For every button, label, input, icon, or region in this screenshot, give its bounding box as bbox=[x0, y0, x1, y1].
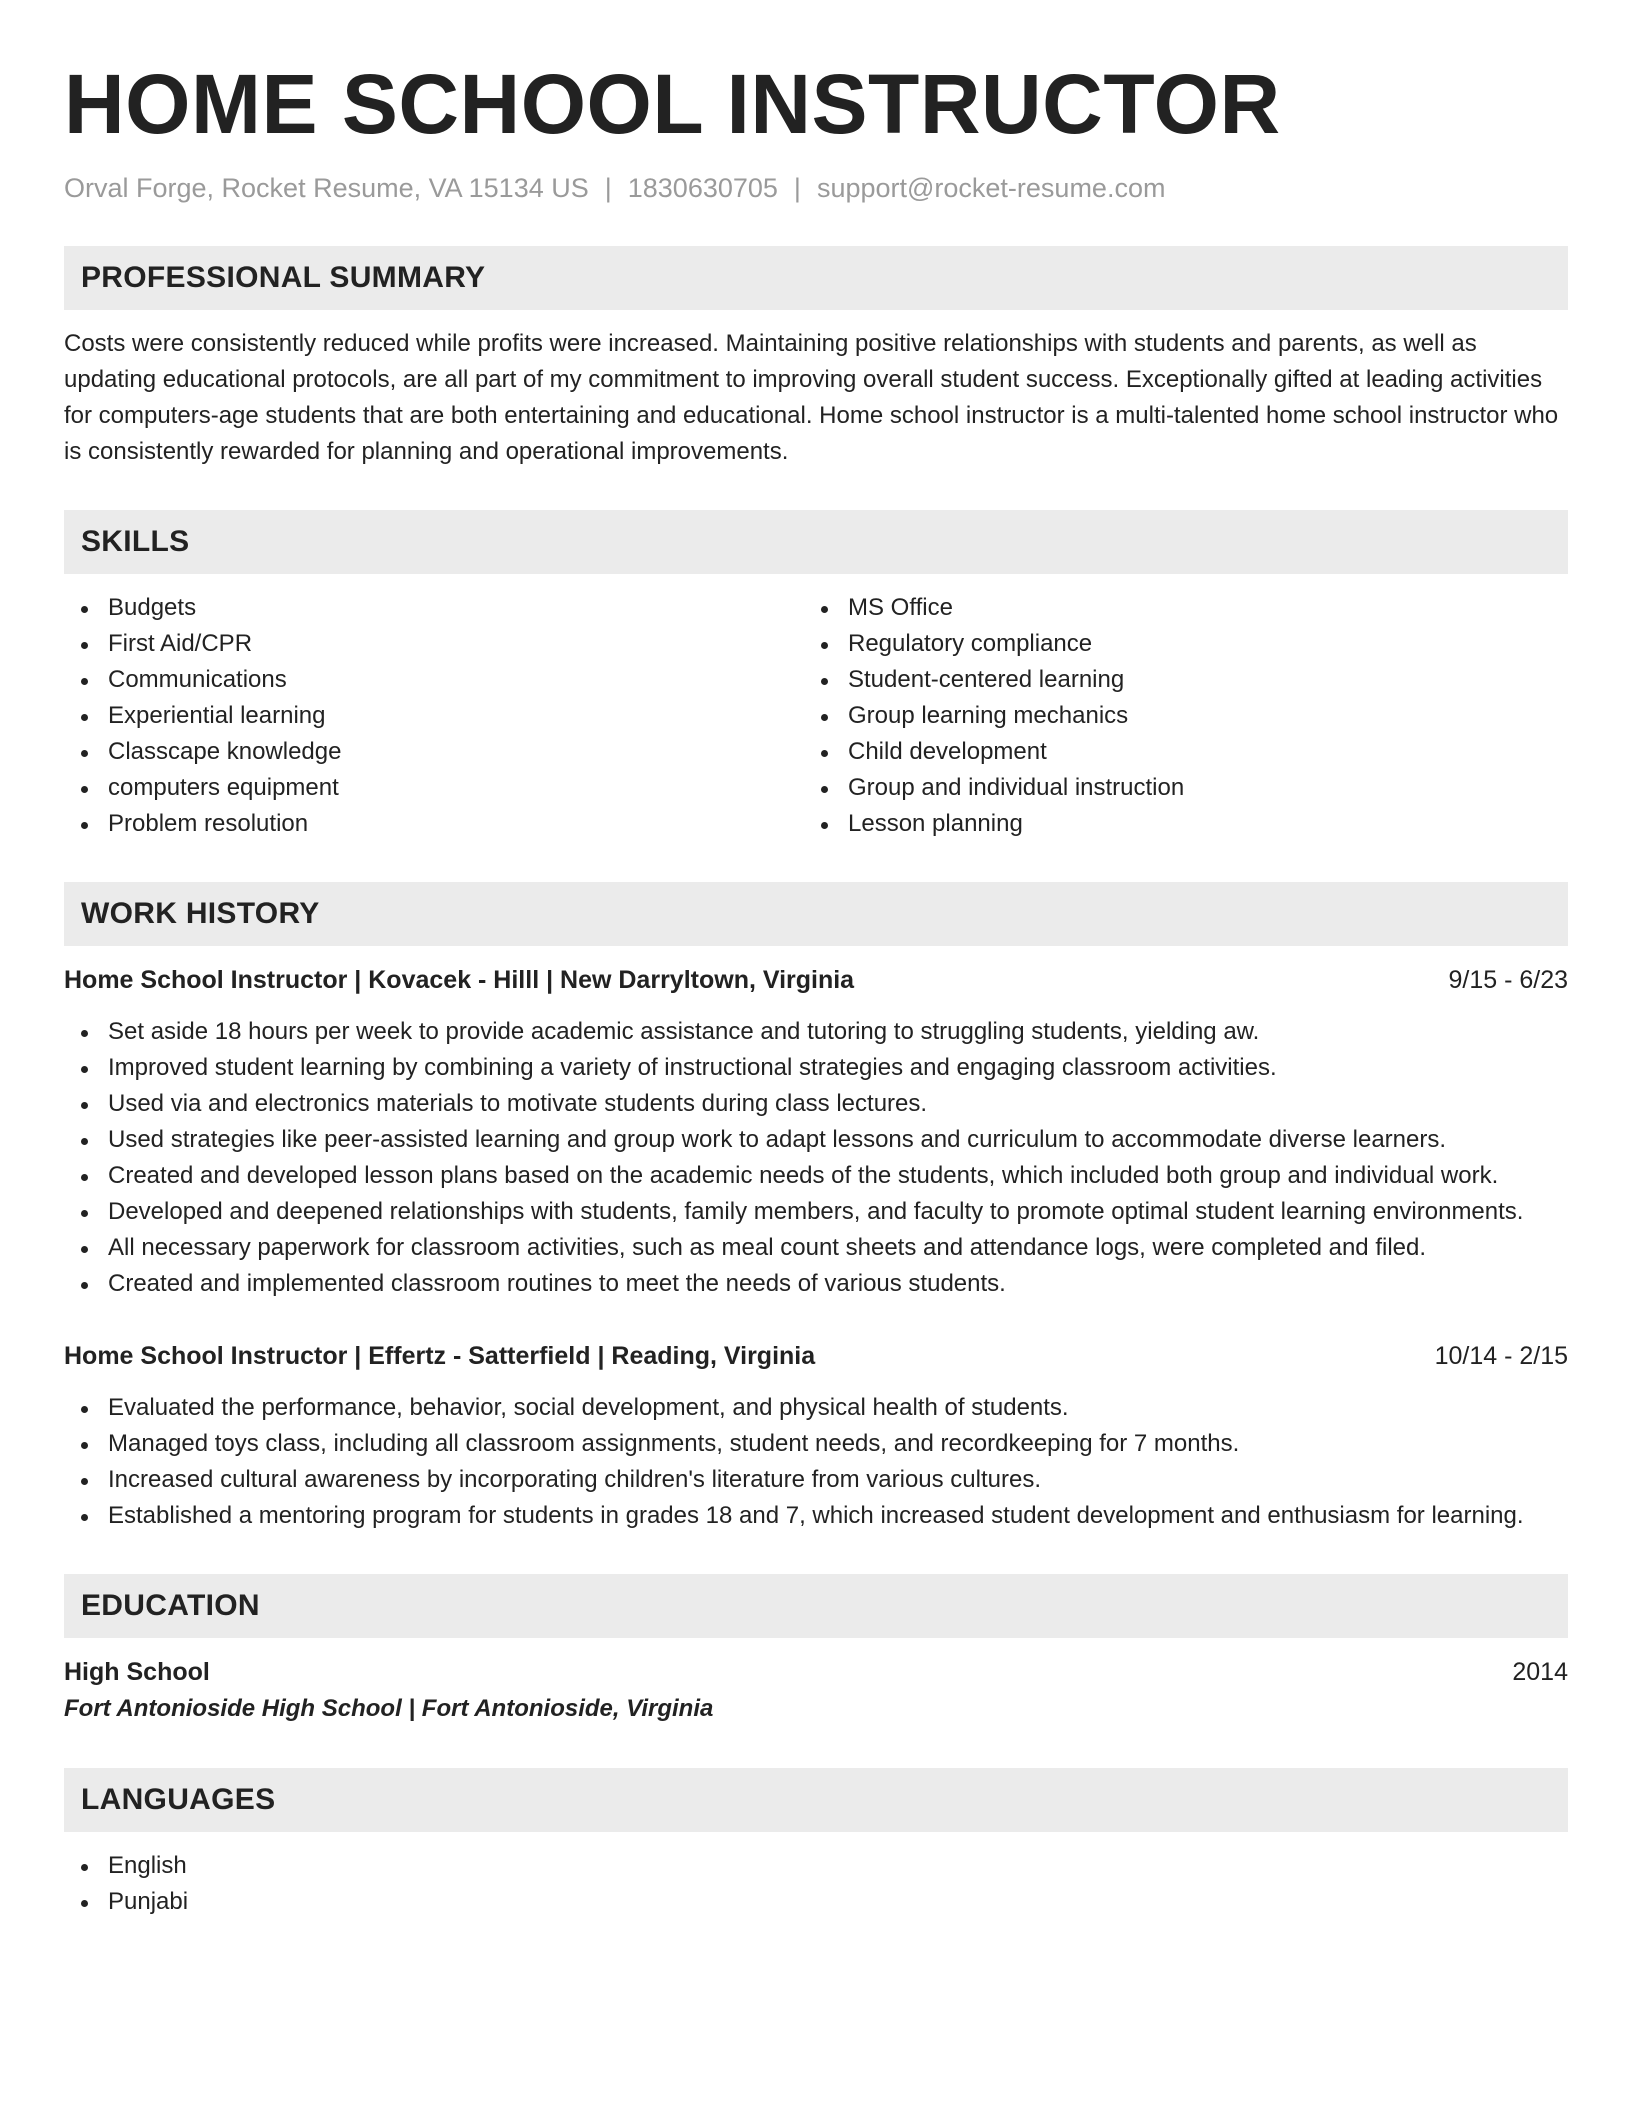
language-item: English bbox=[64, 1848, 1568, 1884]
skills-list bbox=[64, 590, 1568, 842]
job-date: 9/15 - 6/23 bbox=[1448, 966, 1568, 994]
skill-item: Lesson planning bbox=[804, 806, 1544, 842]
job-bullet: Created and implemented classroom routines to meet the needs of various students. bbox=[64, 1266, 1568, 1302]
summary-text: Costs were consistently reduced while profits were increased. Maintaining positive relationships with students and parents, as well as updating educational protocols, are all part of my commitment to improving overall student success. Exceptionally gifted at leading activities for computers-age students that are both entertaining and educational. Home school instructor is a multi-talented home school instructor who is consistently rewarded for planning and operational improvements. bbox=[64, 330, 1559, 465]
education-year: 2014 bbox=[1512, 1658, 1568, 1686]
section-header-work: WORK HISTORY bbox=[64, 882, 1568, 946]
skill-item: MS Office bbox=[804, 590, 1544, 626]
languages-list bbox=[64, 1848, 1568, 1920]
job-bullet: All necessary paperwork for classroom activities, such as meal count sheets and attendance logs, were completed and filed. bbox=[64, 1230, 1568, 1266]
section-header-education: EDUCATION bbox=[64, 1574, 1568, 1638]
skill-item: Communications bbox=[64, 662, 804, 698]
job-bullet: Developed and deepened relationships with students, family members, and faculty to promote optimal student learning environments. bbox=[64, 1194, 1568, 1230]
job-date: 10/14 - 2/15 bbox=[1434, 1342, 1568, 1370]
job-bullet: Increased cultural awareness by incorporating children's literature from various cultures. bbox=[64, 1462, 1568, 1498]
contact-separator: | bbox=[793, 173, 801, 203]
skills-column-right bbox=[804, 590, 1544, 842]
job-bullets bbox=[64, 1014, 1568, 1302]
job-bullet: Used strategies like peer-assisted learning and group work to adapt lessons and curriculum to accommodate diverse learners. bbox=[64, 1122, 1568, 1158]
education-header bbox=[64, 1654, 1568, 1690]
section-header-summary: PROFESSIONAL SUMMARY bbox=[64, 246, 1568, 310]
skill-item: Regulatory compliance bbox=[804, 626, 1544, 662]
contact-address: Orval Forge, Rocket Resume, VA 15134 US bbox=[64, 173, 589, 203]
skills-column-left bbox=[64, 590, 804, 842]
skill-item: Problem resolution bbox=[64, 806, 804, 842]
skill-item: Budgets bbox=[64, 590, 804, 626]
job-bullet: Created and developed lesson plans based on the academic needs of the students, which included both group and individual work. bbox=[64, 1158, 1568, 1194]
skill-item: Child development bbox=[804, 734, 1544, 770]
section-header-skills: SKILLS bbox=[64, 510, 1568, 574]
contact-phone: 1830630705 bbox=[627, 173, 778, 203]
skill-item: Group learning mechanics bbox=[804, 698, 1544, 734]
job-title: Home School Instructor | Kovacek - Hilll | New Darryltown, Virginia bbox=[64, 966, 855, 994]
contact-separator: | bbox=[604, 173, 612, 203]
job-entry bbox=[64, 1338, 1568, 1534]
skill-item: First Aid/CPR bbox=[64, 626, 804, 662]
skill-item: computers equipment bbox=[64, 770, 804, 806]
contact-email: support@rocket-resume.com bbox=[816, 173, 1166, 203]
job-bullet: Established a mentoring program for students in grades 18 and 7, which increased student development and enthusiasm for learning. bbox=[64, 1498, 1568, 1534]
language-item: Punjabi bbox=[64, 1884, 1568, 1920]
education-degree: High School bbox=[64, 1658, 210, 1686]
contact-line bbox=[64, 170, 1568, 206]
skill-item: Experiential learning bbox=[64, 698, 804, 734]
job-bullet: Used via and electronics materials to motivate students during class lectures. bbox=[64, 1086, 1568, 1122]
job-bullet: Set aside 18 hours per week to provide academic assistance and tutoring to struggling students, yielding aw. bbox=[64, 1014, 1568, 1050]
education-school: Fort Antonioside High School | Fort Antonioside, Virginia bbox=[64, 1695, 714, 1722]
skill-item: Student-centered learning bbox=[804, 662, 1544, 698]
skill-item: Group and individual instruction bbox=[804, 770, 1544, 806]
job-bullets bbox=[64, 1390, 1568, 1534]
languages-bullets bbox=[64, 1848, 1568, 1920]
job-header bbox=[64, 962, 1568, 998]
resume-name: HOME SCHOOL INSTRUCTOR bbox=[64, 57, 1281, 151]
job-bullet: Improved student learning by combining a variety of instructional strategies and engaging classroom activities. bbox=[64, 1050, 1568, 1086]
job-entry bbox=[64, 962, 1568, 1302]
education-entry bbox=[64, 1654, 1568, 1728]
skill-item: Classcape knowledge bbox=[64, 734, 804, 770]
job-bullet: Managed toys class, including all classroom assignments, student needs, and recordkeeping for 7 months. bbox=[64, 1426, 1568, 1462]
job-title: Home School Instructor | Effertz - Satterfield | Reading, Virginia bbox=[64, 1342, 816, 1370]
section-header-languages: LANGUAGES bbox=[64, 1768, 1568, 1832]
job-bullet: Evaluated the performance, behavior, social development, and physical health of students. bbox=[64, 1390, 1568, 1426]
job-header bbox=[64, 1338, 1568, 1374]
